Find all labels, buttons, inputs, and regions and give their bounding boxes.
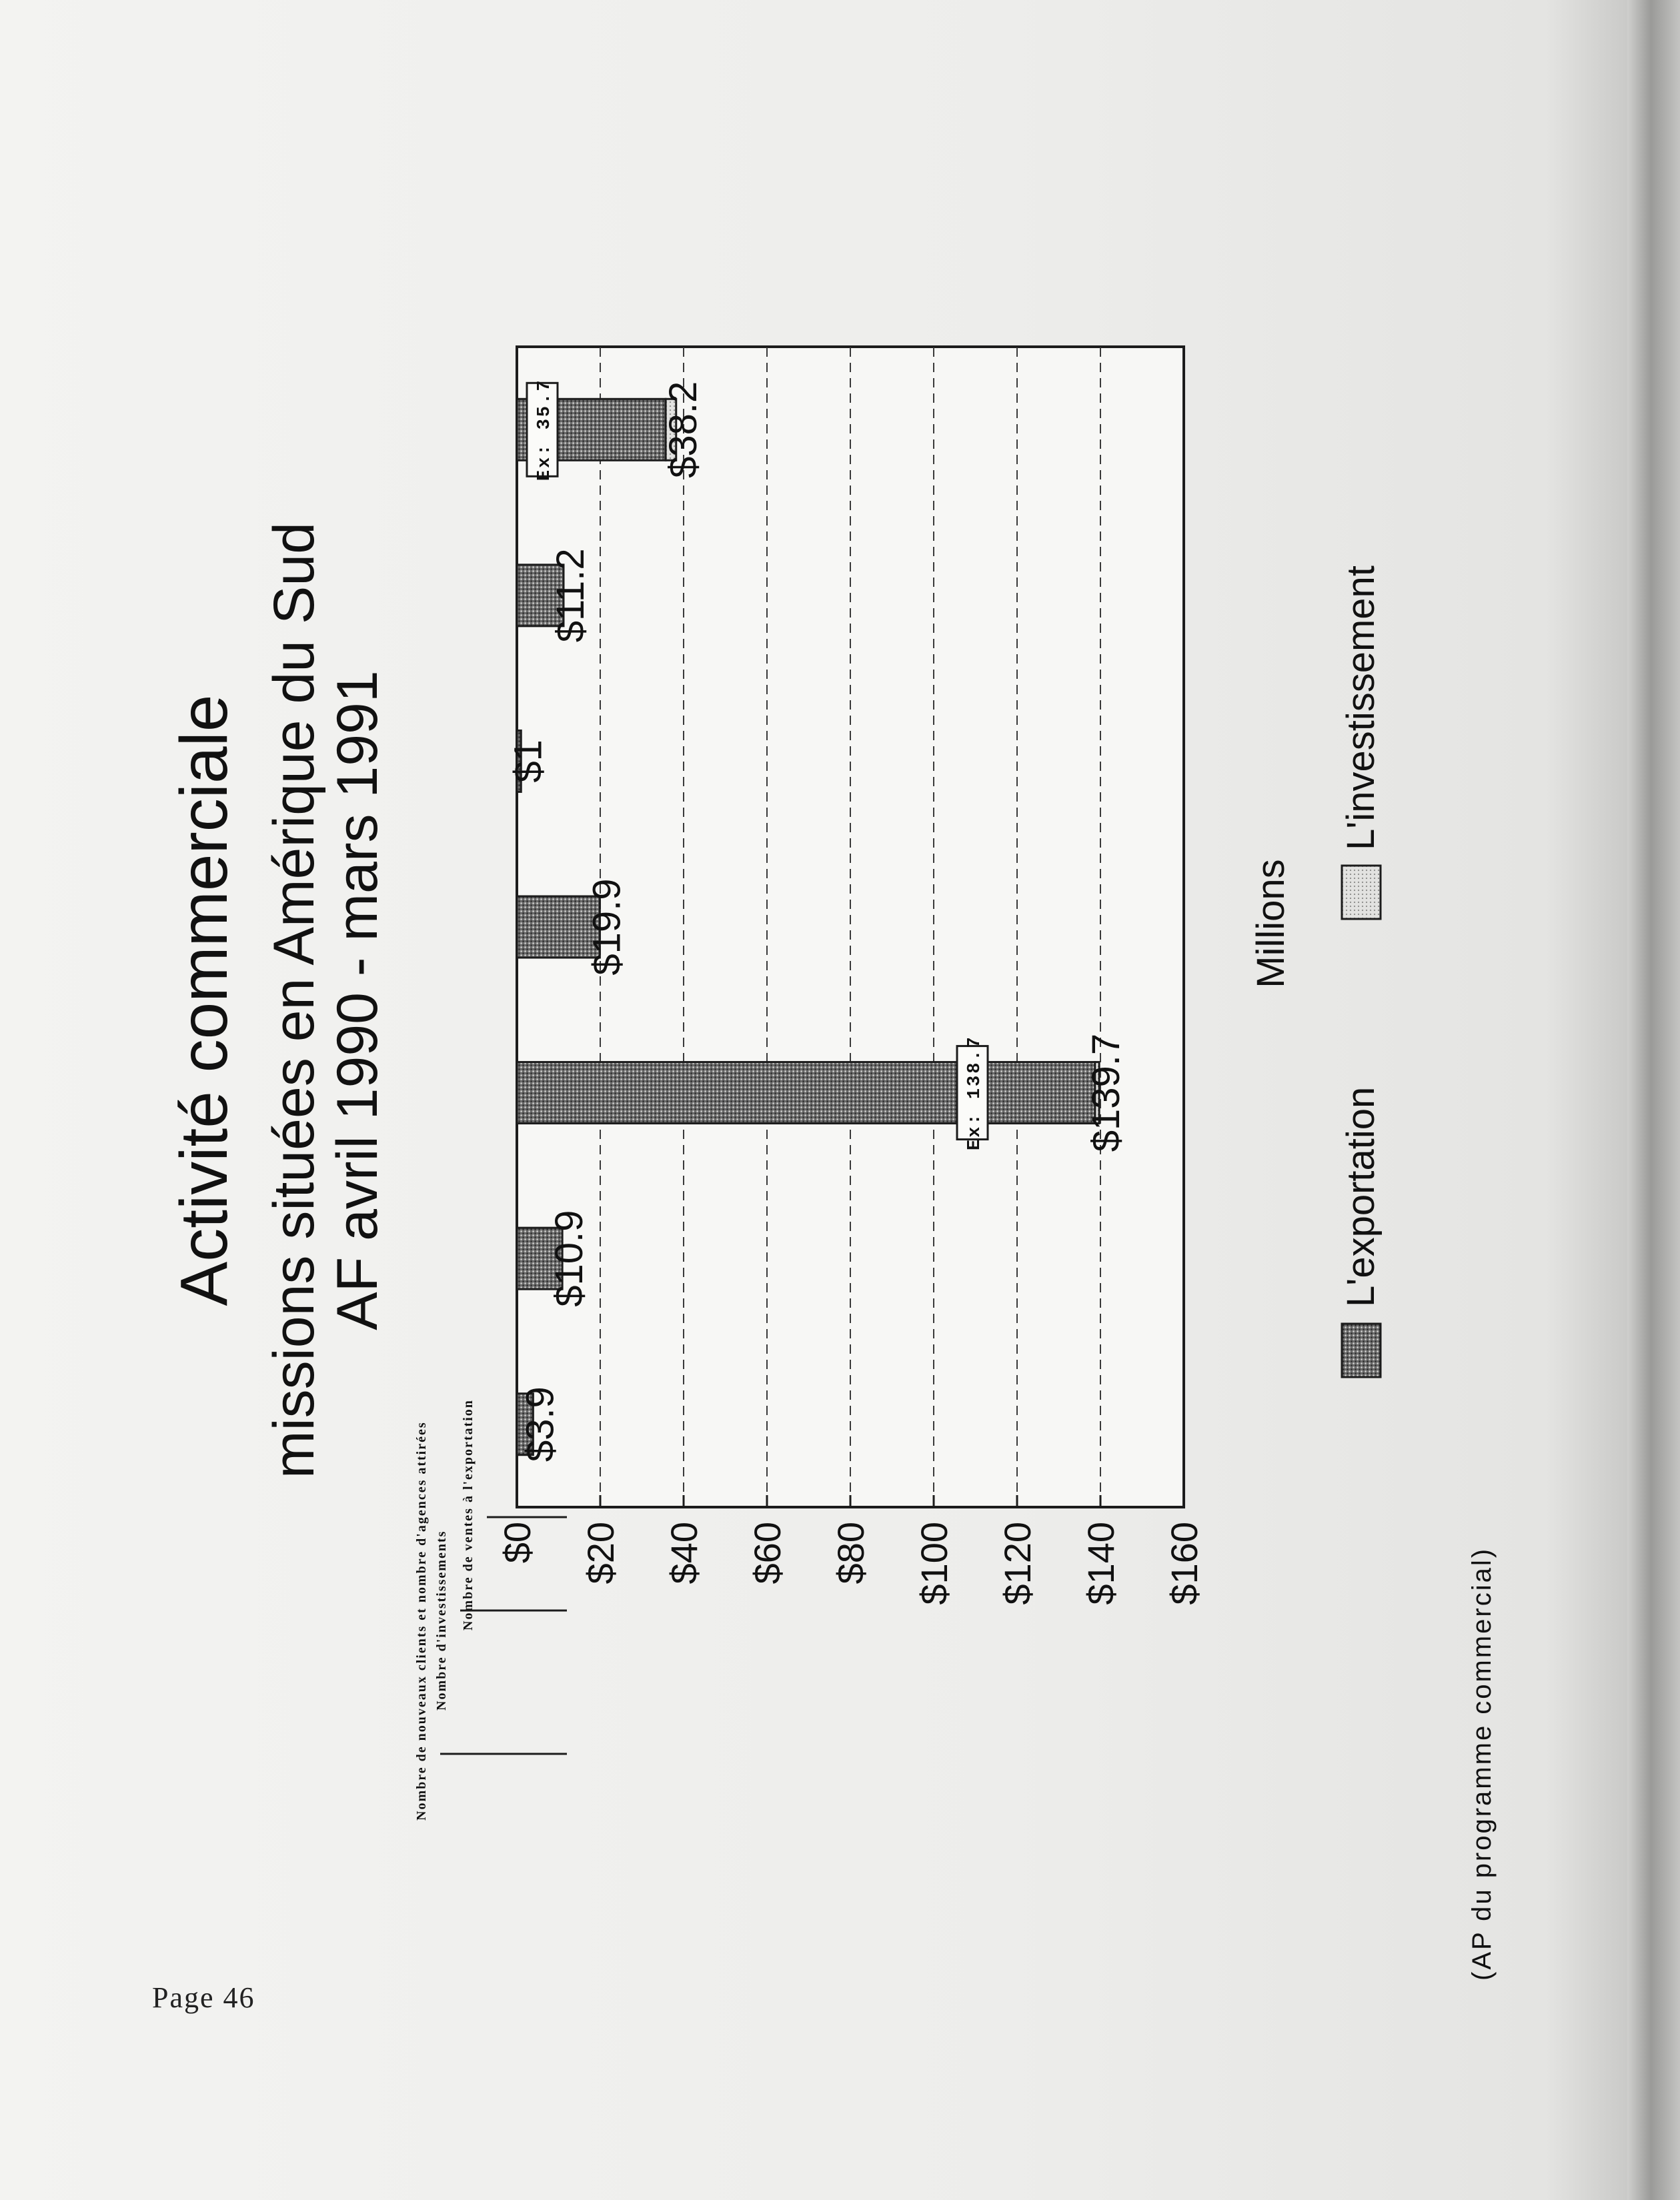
x-tick-label: $60 (746, 1522, 788, 1584)
bar-value-label: $19.9 (585, 878, 629, 976)
x-axis-ticks (496, 1495, 1205, 1605)
bar-value-label: $3.9 (518, 1386, 562, 1462)
legend-swatch-export (1342, 1324, 1381, 1377)
bar-value-label: $10.9 (548, 1210, 592, 1307)
chart-subtitle-line-1: missions situées en Amérique du Sud (262, 521, 326, 1479)
annotation-text: Ex: 35.7 (535, 378, 555, 481)
x-tick-label: $140 (1080, 1522, 1122, 1605)
header-new-clients: Nombre de nouveaux clients et nombre d'agences attirées (414, 1421, 429, 1821)
bar-export (517, 1062, 1095, 1124)
chart-subtitle-line-2: AF avril 1990 - mars 1991 (325, 670, 389, 1330)
legend (1339, 566, 1383, 1377)
legend-label-export: L'exportation (1339, 1086, 1383, 1307)
x-tick-label: $40 (663, 1522, 705, 1584)
bar-value-label: $1 (506, 740, 550, 783)
chart-title-block (167, 522, 389, 1478)
chart-title: Activité commerciale (167, 694, 241, 1306)
x-tick-label: $160 (1163, 1522, 1205, 1605)
bar-value-label: $11.2 (549, 548, 592, 643)
legend-swatch-investment (1342, 866, 1381, 919)
x-tick-label: $100 (913, 1522, 955, 1605)
x-axis-title: Millions (1249, 859, 1293, 988)
annotation-text: Ex: 138.7 (965, 1035, 985, 1150)
legend-label-investment: L'investissement (1339, 566, 1383, 850)
x-tick-label: $120 (996, 1522, 1038, 1605)
x-tick-label: $20 (580, 1522, 622, 1584)
page-number: Page 46 (152, 1981, 255, 2014)
footnote: (AP du programme commercial) (1467, 1546, 1497, 1981)
x-tick-label: $80 (830, 1522, 872, 1584)
x-tick-label: $0 (496, 1522, 538, 1564)
header-investments: Nombre d'investissements (434, 1530, 449, 1711)
header-export-sales: Nombre de ventes à l'exportation (461, 1399, 476, 1630)
bar-value-label: $139.7 (1084, 1033, 1128, 1152)
bar-value-label: $38.2 (661, 381, 705, 478)
